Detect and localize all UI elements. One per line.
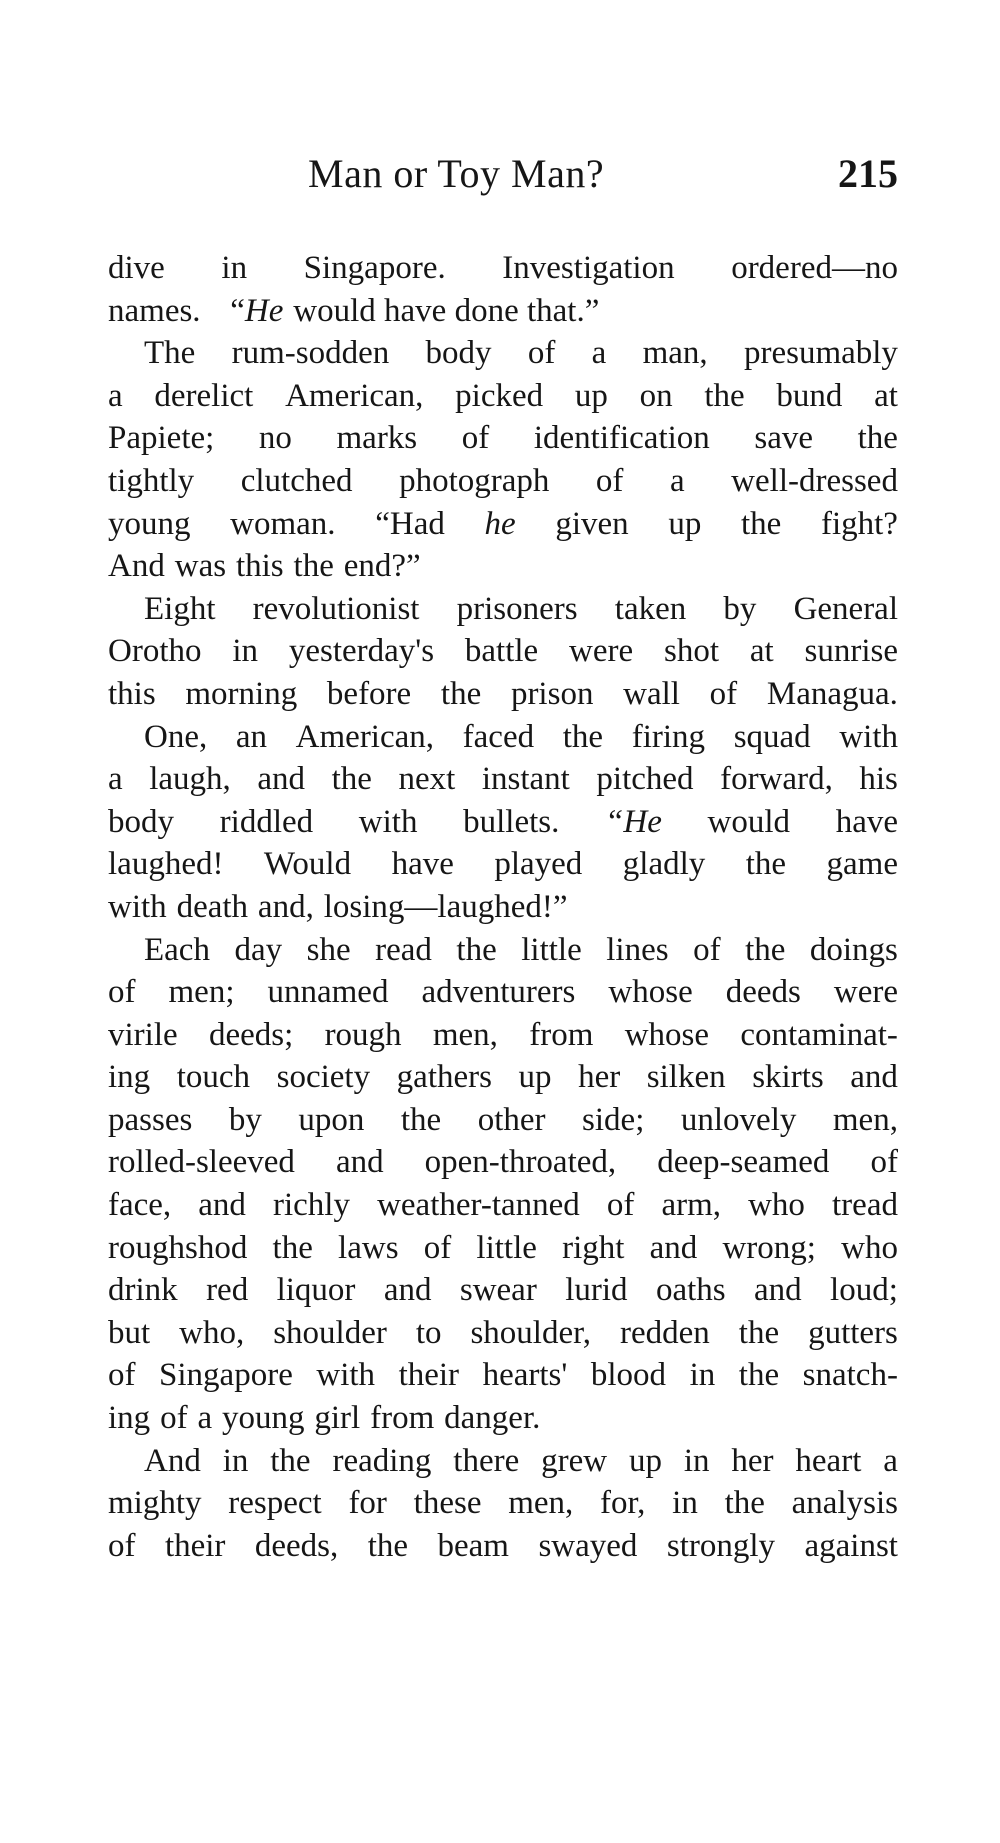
word: strongly: [666, 1527, 776, 1564]
word: deeds,: [254, 1527, 339, 1564]
word: gutters: [808, 1314, 898, 1351]
word: squad: [733, 718, 811, 755]
word: open-throated,: [424, 1144, 617, 1181]
running-head: [108, 150, 898, 210]
text-line: [108, 290, 898, 333]
word: dive: [108, 250, 165, 286]
word: with: [358, 803, 418, 840]
word: beam: [437, 1527, 509, 1564]
word: clutched: [240, 462, 353, 499]
word: his: [859, 761, 898, 798]
word: game: [826, 846, 898, 883]
word: was: [174, 548, 227, 585]
word: other: [477, 1101, 546, 1138]
word: fight?: [820, 505, 898, 542]
word: the: [738, 1357, 780, 1394]
word: the: [456, 931, 497, 968]
word: Orotho: [108, 633, 202, 670]
word: were: [569, 633, 634, 670]
word: lurid: [565, 1272, 628, 1309]
word: of: [108, 974, 136, 1011]
word: Investigation: [502, 250, 675, 286]
word: American,: [285, 377, 424, 414]
text-line: [108, 843, 898, 886]
word: [230, 290, 283, 333]
word: Each: [144, 931, 210, 968]
word: skirts: [752, 1059, 824, 1096]
word: identification: [533, 420, 710, 457]
word: but: [108, 1314, 151, 1351]
word: and: [649, 1229, 698, 1266]
word: And: [108, 548, 165, 585]
word: bullets.: [463, 803, 560, 840]
word: of: [693, 931, 721, 968]
word: men,: [508, 1485, 574, 1522]
word: in: [672, 1485, 698, 1522]
word: of: [160, 1400, 188, 1437]
word: wall: [623, 675, 680, 712]
word: firing: [631, 718, 706, 755]
text-line: [108, 588, 898, 631]
word: have: [391, 846, 454, 883]
word: danger.: [444, 1400, 541, 1437]
word: richly: [273, 1187, 350, 1224]
word: the: [367, 1527, 409, 1564]
word: death: [176, 888, 249, 925]
text-line: [108, 886, 898, 929]
word: heart: [795, 1442, 862, 1479]
word: battle: [464, 633, 539, 670]
word: this: [235, 548, 284, 585]
word: the: [331, 761, 372, 798]
word: and: [850, 1059, 898, 1096]
word: laugh,: [149, 761, 231, 798]
text-line: [108, 801, 898, 844]
word: American,: [295, 718, 435, 755]
word: from: [370, 1400, 435, 1437]
word: of: [595, 462, 624, 499]
word: well-dressed: [731, 462, 898, 499]
word: ordered—no: [731, 250, 898, 286]
word: touch: [176, 1059, 251, 1096]
word: a: [197, 1400, 213, 1437]
word: in: [232, 633, 258, 670]
text-line: [108, 1354, 898, 1397]
word: of: [709, 675, 738, 712]
word: her: [731, 1442, 774, 1479]
word: pitched: [596, 761, 694, 798]
word: her: [578, 1059, 621, 1096]
italic-word: he: [484, 505, 516, 542]
word: at: [749, 633, 774, 670]
word: tightly: [108, 462, 195, 499]
word: society: [276, 1059, 371, 1096]
word: on: [639, 377, 673, 414]
word: day: [234, 931, 283, 968]
text-line: [108, 1227, 898, 1270]
word: man,: [642, 335, 708, 372]
text-line: [108, 929, 898, 972]
word: given: [555, 505, 629, 542]
text-line: [108, 460, 898, 503]
text-line: [108, 1440, 898, 1483]
text-line: [108, 758, 898, 801]
word: rum-sodden: [231, 335, 390, 372]
word: deeds: [725, 974, 801, 1011]
word: up: [518, 1059, 552, 1096]
word: red: [206, 1272, 249, 1309]
word: by: [723, 590, 757, 627]
word: no: [258, 420, 292, 457]
word: virile: [108, 1016, 178, 1053]
word: their: [398, 1357, 460, 1394]
word: Managua.: [766, 675, 898, 712]
word: and,: [257, 888, 314, 925]
word: in: [221, 250, 248, 286]
word: have: [835, 803, 898, 840]
italic-word: He: [244, 292, 284, 329]
word: riddled: [219, 803, 314, 840]
text-line: [108, 1525, 898, 1568]
word: with: [316, 1357, 376, 1394]
word: of: [527, 335, 556, 372]
body-text: [108, 247, 898, 1567]
word: Would: [263, 846, 352, 883]
text-line: [108, 1312, 898, 1355]
word: right: [562, 1229, 625, 1266]
word: reading: [332, 1442, 432, 1479]
word: derelict: [154, 377, 254, 414]
word: young: [222, 1400, 305, 1437]
word: passes: [108, 1101, 193, 1138]
word: an: [235, 718, 268, 755]
word: names.: [108, 292, 201, 329]
word: and: [198, 1187, 246, 1224]
word: for: [348, 1485, 387, 1522]
text-line: [108, 332, 898, 375]
word: whose: [608, 974, 693, 1011]
word: forward,: [720, 761, 833, 798]
word: presumably: [743, 335, 898, 372]
word: by: [228, 1101, 262, 1138]
word: prisoners: [456, 590, 578, 627]
word: laws: [338, 1229, 399, 1266]
word: up: [668, 505, 702, 542]
word: lines: [606, 931, 669, 968]
word: contaminat-: [740, 1016, 898, 1053]
word: a: [883, 1442, 898, 1479]
word: the: [272, 1229, 313, 1266]
word: up: [574, 377, 608, 414]
text-line: [108, 1397, 898, 1440]
word: girl: [314, 1400, 361, 1437]
word: little: [521, 931, 582, 968]
word: would: [707, 803, 791, 840]
word: men,: [432, 1016, 498, 1053]
word: of: [461, 420, 490, 457]
word: drink: [108, 1272, 178, 1309]
word: unnamed: [267, 974, 389, 1011]
word: of: [108, 1357, 136, 1394]
word: of: [108, 1527, 136, 1564]
word: marks: [336, 420, 418, 457]
word: face,: [108, 1187, 172, 1224]
word: in: [689, 1357, 716, 1394]
text-line: [108, 1056, 898, 1099]
word: read: [375, 931, 432, 968]
text-line: [108, 545, 898, 588]
word: laughed!: [108, 846, 224, 883]
word: at: [874, 377, 898, 414]
word: the: [857, 420, 898, 457]
italic-word: “He: [605, 803, 662, 840]
word: next: [398, 761, 456, 798]
word: prison: [510, 675, 594, 712]
word: these: [413, 1485, 482, 1522]
word: bund: [776, 377, 843, 414]
word: to: [415, 1314, 442, 1351]
word: the: [740, 505, 782, 542]
word: the: [745, 931, 786, 968]
word: of: [606, 1187, 635, 1224]
word: the: [562, 718, 604, 755]
word: deep-seamed: [657, 1144, 830, 1181]
word: were: [833, 974, 898, 1011]
word: instant: [481, 761, 570, 798]
word: ing: [108, 1400, 151, 1437]
word: loud;: [830, 1272, 898, 1309]
word: the: [745, 846, 787, 883]
word: who: [841, 1229, 898, 1266]
word: with: [108, 888, 167, 925]
word: photograph: [399, 462, 550, 499]
word: mighty: [108, 1485, 202, 1522]
word: liquor: [276, 1272, 356, 1309]
text-line: [108, 1141, 898, 1184]
word: the: [270, 1442, 311, 1479]
word: gladly: [622, 846, 706, 883]
word: Singapore: [159, 1357, 293, 1394]
word: from: [529, 1016, 594, 1053]
word: yesterday's: [288, 633, 435, 670]
word: hearts': [482, 1357, 568, 1394]
word: and: [257, 761, 306, 798]
word: oaths: [655, 1272, 726, 1309]
word: save: [754, 420, 814, 457]
word: body: [425, 335, 492, 372]
word: a: [108, 761, 123, 798]
word: the: [738, 1314, 780, 1351]
word: respect: [228, 1485, 322, 1522]
word: tread: [832, 1187, 898, 1224]
word: upon: [298, 1101, 365, 1138]
word: losing—laughed!”: [323, 888, 568, 925]
word: and: [335, 1144, 384, 1181]
word: the: [704, 377, 745, 414]
word: whose: [624, 1016, 710, 1053]
word: doings: [809, 931, 898, 968]
text-line: [108, 716, 898, 759]
word: gathers: [396, 1059, 492, 1096]
word: against: [804, 1527, 898, 1564]
word: and: [383, 1272, 432, 1309]
word: would have done that.”: [293, 292, 600, 329]
word: men,: [832, 1101, 898, 1138]
page-number: 215: [838, 151, 898, 196]
word: The: [144, 335, 196, 372]
word: arm,: [661, 1187, 722, 1224]
word: woman.: [230, 505, 336, 542]
word: snatch-: [802, 1357, 898, 1394]
word: body: [108, 803, 174, 840]
word: adventurers: [421, 974, 576, 1011]
text-line: [108, 1014, 898, 1057]
word: end?”: [343, 548, 421, 585]
word: deeds;: [208, 1016, 294, 1053]
word: shoulder: [273, 1314, 387, 1351]
word: Papiete;: [108, 420, 215, 457]
word: the: [440, 675, 482, 712]
word: shoulder,: [470, 1314, 592, 1351]
word: grew: [541, 1442, 608, 1479]
running-title: Man or Toy Man?: [308, 151, 605, 196]
word: silken: [646, 1059, 726, 1096]
word: there: [453, 1442, 520, 1479]
word: in: [683, 1442, 710, 1479]
word: a: [591, 335, 607, 372]
word: the: [724, 1485, 765, 1522]
word: faced: [462, 718, 535, 755]
word: And: [144, 1442, 201, 1479]
word: ing: [108, 1059, 151, 1096]
word: of: [423, 1229, 452, 1266]
word: wrong;: [722, 1229, 816, 1266]
word: swear: [459, 1272, 537, 1309]
word: unlovely: [680, 1101, 797, 1138]
text-line: [108, 1184, 898, 1227]
word: Eight: [144, 590, 216, 627]
word: the: [293, 548, 334, 585]
word: in: [222, 1442, 249, 1479]
word: this: [108, 675, 156, 712]
word: roughshod: [108, 1229, 248, 1266]
word: shot: [663, 633, 719, 670]
text-line: [108, 247, 898, 290]
word: a: [669, 462, 685, 499]
word: before: [326, 675, 412, 712]
word: sunrise: [804, 633, 898, 670]
word: the: [400, 1101, 442, 1138]
word: Singapore.: [303, 250, 446, 286]
word: side;: [582, 1101, 645, 1138]
word: little: [476, 1229, 537, 1266]
word: of: [870, 1144, 898, 1181]
word: taken: [614, 590, 687, 627]
word: General: [793, 590, 898, 627]
word: played: [494, 846, 583, 883]
word: redden: [620, 1314, 710, 1351]
word: and: [754, 1272, 802, 1309]
word: with: [839, 718, 898, 755]
word: up: [628, 1442, 662, 1479]
text-line: [108, 375, 898, 418]
text-line: [108, 1099, 898, 1142]
word: who,: [179, 1314, 245, 1351]
word: One,: [144, 718, 208, 755]
text-line: [108, 1482, 898, 1525]
word: who: [748, 1187, 805, 1224]
word: for,: [600, 1485, 646, 1522]
text-line: [108, 630, 898, 673]
text-line: [108, 417, 898, 460]
word: rough: [324, 1016, 402, 1053]
word: rolled-sleeved: [108, 1144, 295, 1181]
word: swayed: [538, 1527, 638, 1564]
text-line: [108, 971, 898, 1014]
word: morning: [185, 675, 298, 712]
word: she: [306, 931, 351, 968]
word: a: [108, 377, 123, 414]
word: weather-tanned: [377, 1187, 580, 1224]
word: their: [164, 1527, 226, 1564]
word: blood: [590, 1357, 667, 1394]
word: picked: [455, 377, 544, 414]
text-line: [108, 673, 898, 716]
word: analysis: [791, 1485, 898, 1522]
word: revolutionist: [252, 590, 420, 627]
word: young: [108, 505, 191, 542]
text-line: [108, 503, 898, 546]
text-line: [108, 1269, 898, 1312]
word: “Had: [375, 505, 445, 542]
open-quote: “: [230, 292, 245, 329]
word: men;: [168, 974, 235, 1011]
